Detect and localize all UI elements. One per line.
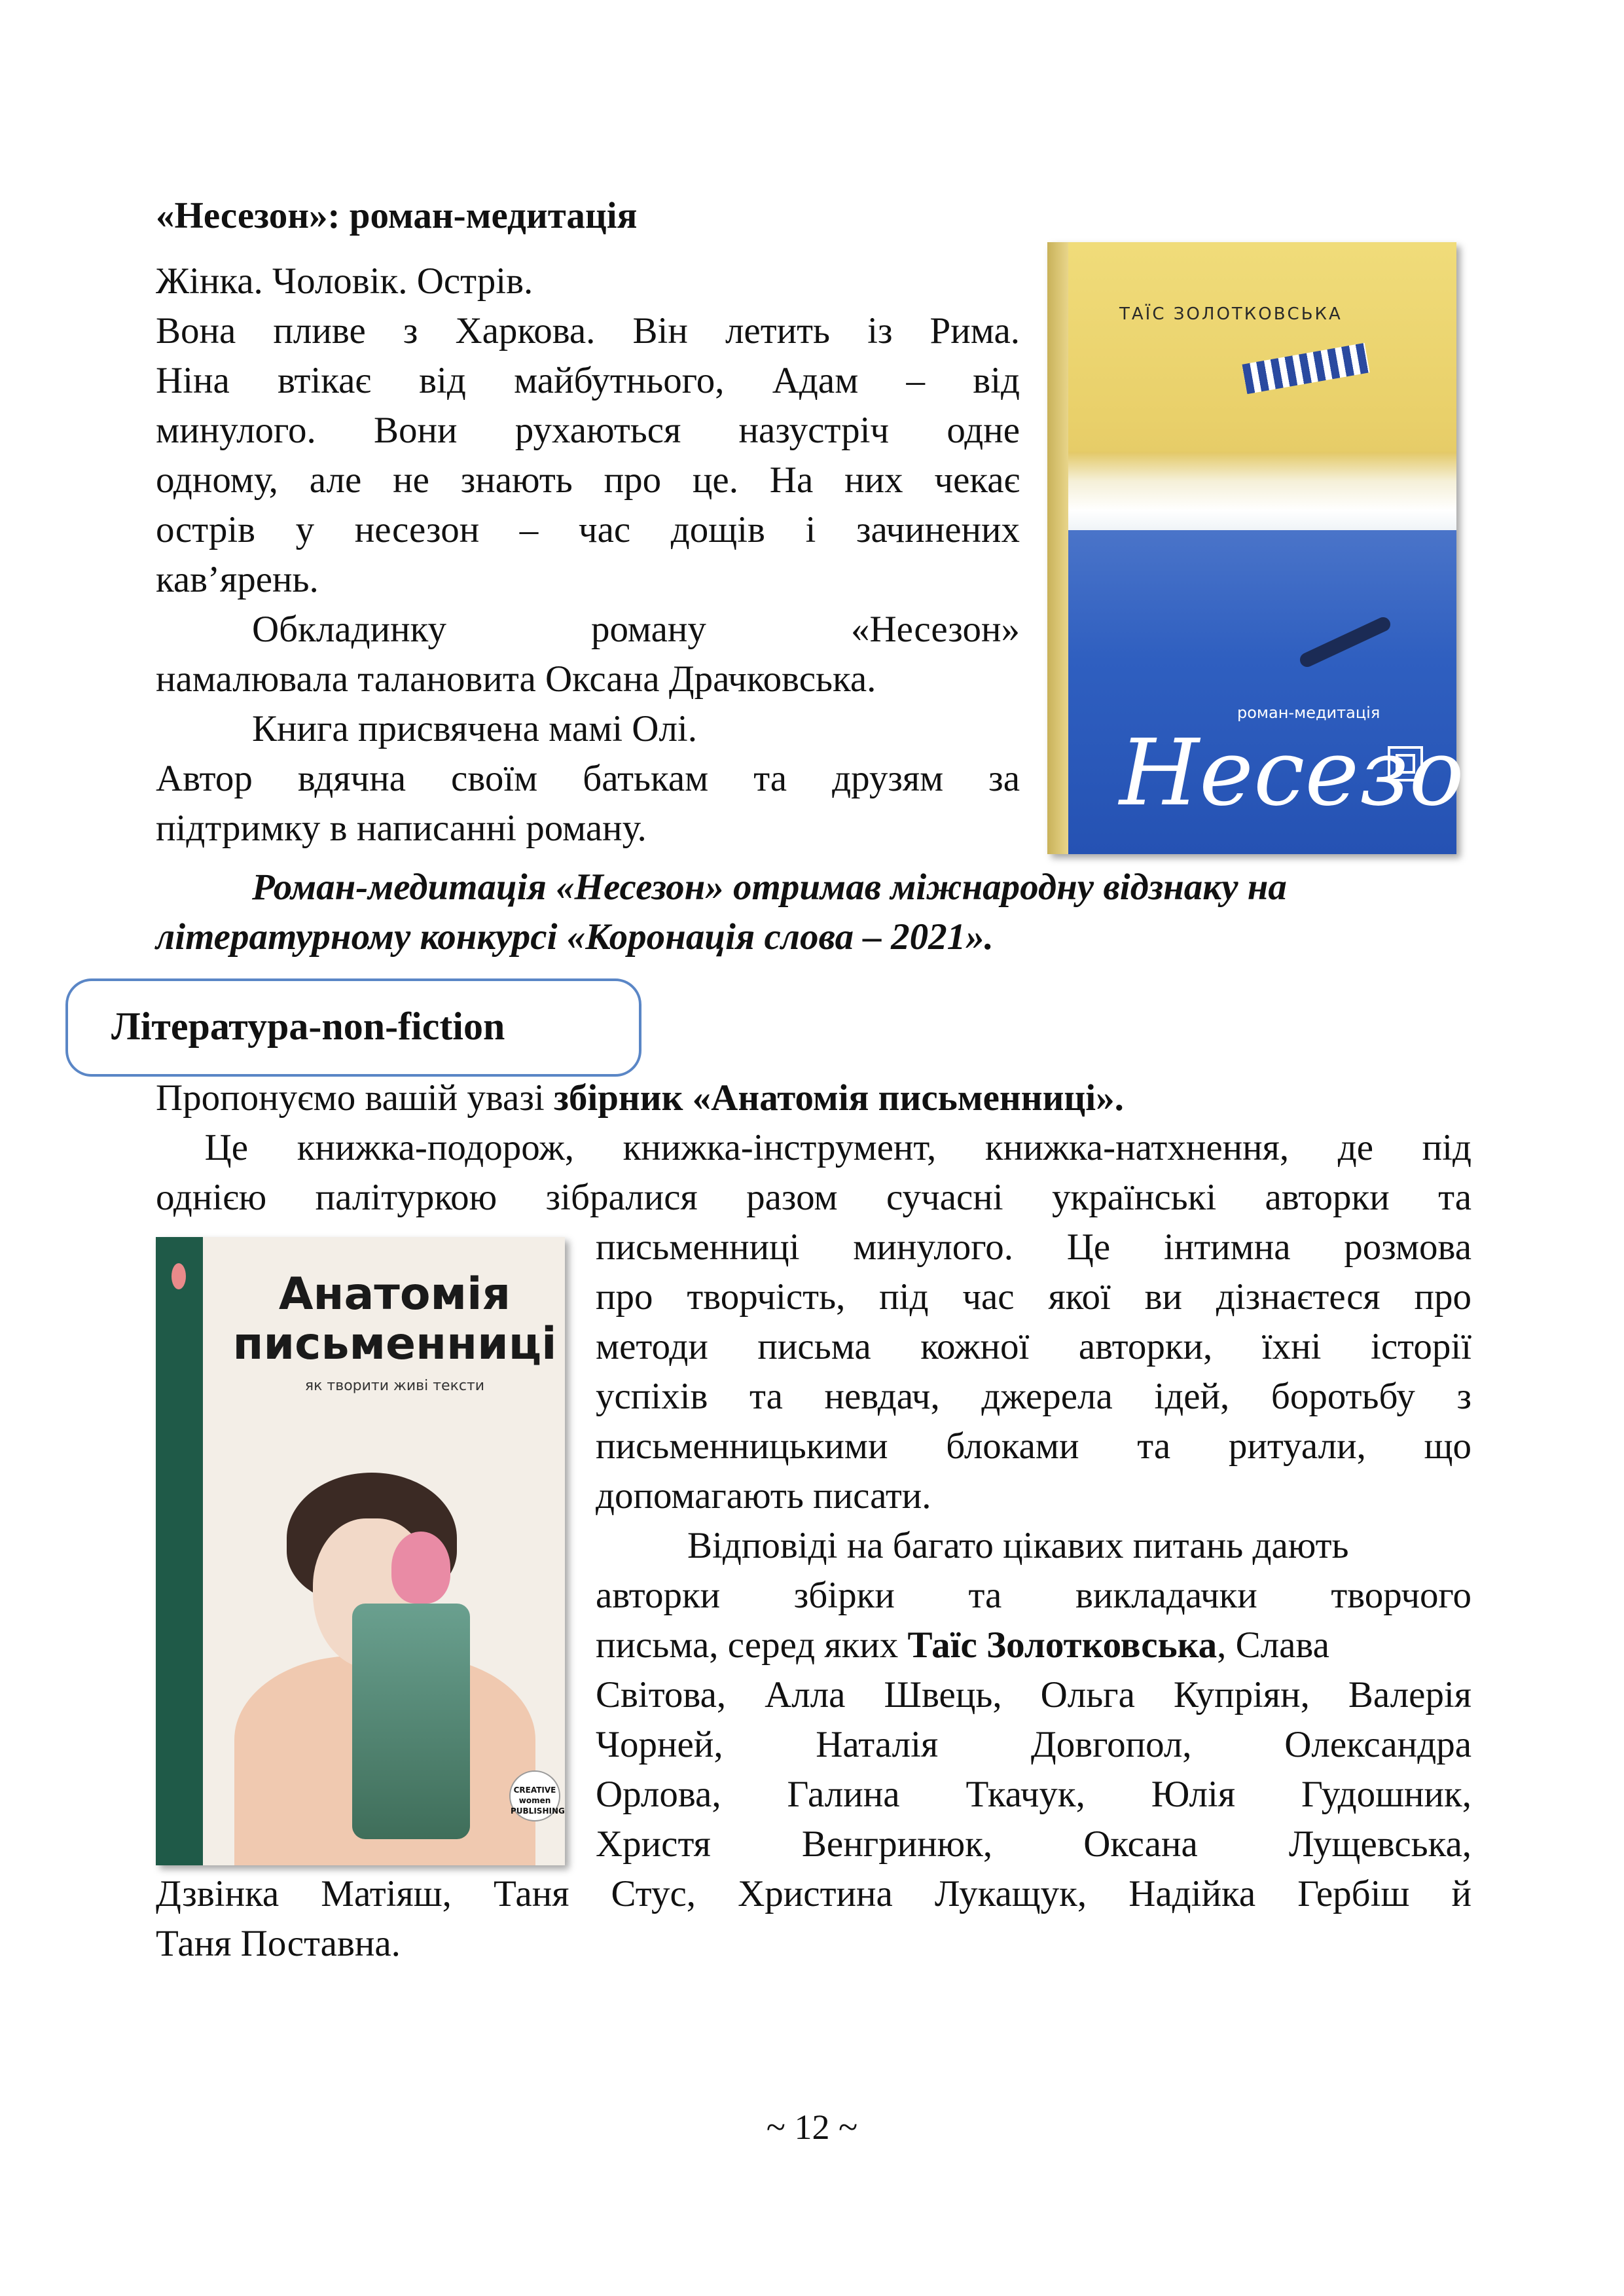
book2-full-line: Це книжка-подорож, книжка-інструмент, книжка-натхнення, де під	[156, 1127, 1471, 1168]
book1-heading: «Несезон»: роман-медитація	[156, 195, 638, 236]
names-post: , Слава	[1217, 1624, 1329, 1666]
book2-right-line: Чорней, Наталія Довгопол, Олександра	[596, 1724, 1471, 1765]
cover-spine	[156, 1237, 203, 1865]
spine-ornament	[171, 1263, 186, 1289]
book2-right-line: методи письма кожної авторки, їхні історії	[596, 1326, 1471, 1367]
book2-right-line: авторки збірки та викладачки творчого	[596, 1575, 1471, 1616]
book2-intro	[156, 1073, 1124, 1123]
book1-para-line: Жінка. Чоловік. Острів.	[156, 260, 533, 302]
cover-author: ТАЇС ЗОЛОТКОВСЬКА	[1119, 304, 1343, 324]
book2-right-line: письменниці минулого. Це інтимна розмова	[596, 1227, 1471, 1268]
book1-thanks-line: підтримку в написанні роману.	[156, 808, 647, 849]
book1-award-line: літературному конкурсі «Коронація слова – 2021».	[156, 916, 994, 958]
page-number: ~ 12 ~	[766, 2108, 858, 2147]
book1-dedication: Книга присвячена мамі Олі.	[252, 708, 697, 749]
book1-cover-credit-line2: намалювала талановита Оксана Драчковська.	[156, 658, 876, 700]
book1-para-line: одному, але не знають про це. На них чекає	[156, 459, 1020, 501]
book2-right-line: Христя Венгринюк, Оксана Лущевська,	[596, 1823, 1471, 1865]
cover-credit-word: «Несезон»	[850, 609, 1020, 650]
cover-subtitle: роман-медитація	[1237, 704, 1380, 722]
book1-award-line: Роман-медитація «Несезон» отримав міжнародну відзнаку на	[252, 867, 1287, 908]
cover-credit-word: Обкладинку	[252, 609, 446, 650]
book2-right-line: Світова, Алла Швець, Ольга Купріян, Валерія	[596, 1674, 1471, 1715]
highlighted-author: Таїс Золотковська	[907, 1624, 1218, 1666]
book2-right-line: письменницькими блоками та ритуали, що	[596, 1426, 1471, 1467]
cover-title: Несезон	[1119, 720, 1525, 827]
book1-para-line: острів у несезон – час дощів і зачинених	[156, 509, 1020, 550]
plants-illustration	[352, 1604, 470, 1839]
book1-para-line: минулого. Вони рухаються назустріч одне	[156, 410, 1020, 451]
book1-para-line: Ніна втікає від майбутнього, Адам – від	[156, 360, 1020, 401]
cover-credit-word: роману	[591, 609, 706, 650]
book1-cover-credit-line1	[252, 605, 1020, 655]
book2-final-line: Дзвінка Матіяш, Таня Стус, Христина Лукащук, Надійка Гербіш й	[156, 1873, 1471, 1914]
intro-bold-title: збірник «Анатомія письменниці».	[553, 1077, 1124, 1119]
book2-right-line: про творчість, під час якої ви дізнаєтеся про	[596, 1276, 1471, 1318]
book2-answers-line: Відповіді на багато цікавих питань дають	[687, 1525, 1349, 1566]
book-cover-nesezon	[1047, 242, 1525, 854]
book2-final-line: Таня Поставна.	[156, 1923, 401, 1964]
publisher-logo-icon	[1388, 746, 1423, 781]
names-pre: письма, серед яких	[596, 1624, 908, 1666]
book2-right-line: допомагають писати.	[596, 1475, 931, 1516]
book1-para-line: Вона пливе з Харкова. Він летить із Рима.	[156, 310, 1020, 351]
flower-illustration	[391, 1532, 450, 1604]
cover-spine	[1047, 242, 1068, 854]
cover-title-line: письменниці	[232, 1318, 557, 1370]
book-cover-anatomy	[156, 1237, 565, 1865]
cover-title-line: Анатомія	[278, 1268, 511, 1320]
book1-thanks-line: Автор вдячна своїм батькам та друзям за	[156, 758, 1020, 799]
book2-full-line: однією палітуркою зібралися разом сучасні українські авторки та	[156, 1177, 1471, 1218]
publisher-badge: CREATIVE women PUBLISHING	[509, 1770, 560, 1821]
cover-title	[231, 1270, 558, 1369]
cover-tagline: як творити живі тексти	[304, 1378, 485, 1394]
book2-names-line	[596, 1621, 1471, 1670]
section-label: Література-non-fiction	[111, 1005, 505, 1048]
intro-text: Пропонуємо вашій увазі	[156, 1077, 554, 1119]
book2-right-line: Орлова, Галина Ткачук, Юлія Гудошник,	[596, 1774, 1471, 1815]
book1-para-line: кав’ярень.	[156, 559, 319, 600]
book2-right-line: успіхів та невдач, джерела ідей, боротьбу з	[596, 1376, 1471, 1417]
